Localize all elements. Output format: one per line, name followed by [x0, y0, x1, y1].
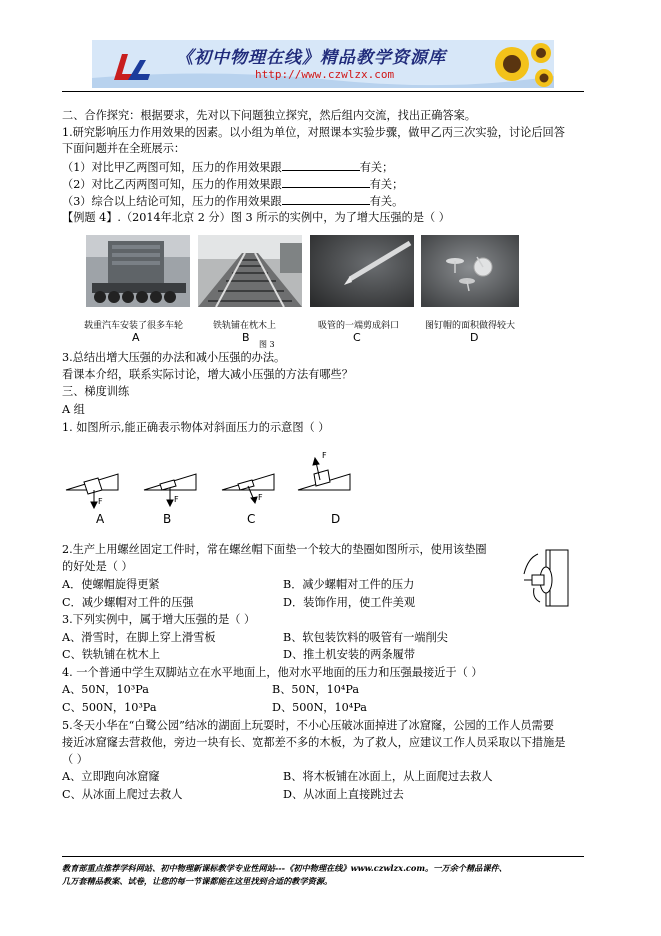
section3-heading: 三、梯度训练	[62, 385, 130, 398]
section2-heading: 二、合作探究：根据要求，先对以下问题独立探究，然后组内交流，找出正确答案。	[62, 109, 476, 122]
t3-option-a: A、滑雪时，在脚上穿上滑雪板	[62, 631, 216, 644]
header-rule	[62, 91, 584, 92]
t5-option-c: C、从冰面上爬过去救人	[62, 788, 183, 801]
t4-option-d: D、500N，10⁴Pa	[272, 701, 367, 714]
figure-letter-c: C	[353, 331, 361, 344]
figure-letter-a: A	[132, 331, 140, 344]
banner-url[interactable]: http://www.czwlzx.com	[255, 68, 395, 81]
force-label-b: F	[174, 495, 179, 504]
t2-line1: 2.生产上用螺丝固定工件时，常在螺丝帽下面垫一个较大的垫圈如图所示，使用该垫圈	[62, 543, 487, 556]
caption-b: 铁轨铺在枕木上	[213, 321, 277, 331]
q1-c-suffix: 有关。	[369, 195, 404, 208]
force-label-d: F	[322, 451, 327, 460]
caption-a: 载重汽车安装了很多车轮	[84, 321, 184, 331]
photo-pushpins	[421, 235, 519, 307]
q1-b-suffix: 有关；	[369, 178, 404, 191]
t2-option-c: C．减少螺帽对工件的压强	[62, 596, 194, 609]
q1-line2: 下面问题并在全班展示：	[62, 142, 186, 155]
photo-straw	[310, 235, 414, 307]
t3-option-d: D、推土机安装的两条履带	[283, 648, 416, 661]
q1-a	[62, 159, 393, 175]
q1-line1: 1.研究影响压力作用效果的因素。以小组为单位，对照课本实验步骤，做甲乙丙三次实验，讨论后回答	[62, 126, 565, 139]
footer-line2: 几万套精品教案、试卷，让您的每一节课都能在这里找到合适的教学资源。	[62, 876, 333, 886]
t2-option-b: B．减少螺帽对工件的压力	[283, 578, 415, 591]
footer-line1: 教育部重点推荐学科网站、初中物理新课标教学专业性网站---《初中物理在线》www.czwlzx.com。一万余个精品课件、	[62, 863, 507, 873]
t5-line1: 5.冬天小华在“白鹭公园”结冰的湖面上玩耍时，不小心压破冰面掉进了冰窟窿，公园的工作人员需要	[62, 719, 554, 732]
group-a: A 组	[62, 403, 85, 416]
t3-option-c: C、铁轨铺在枕木上	[62, 648, 161, 661]
washer-diagram	[520, 548, 572, 608]
figure-label: 图 3	[259, 340, 275, 349]
t1-option-b: B	[163, 512, 172, 526]
t1-option-c: C	[247, 512, 256, 526]
t5-line2: 接近冰窟窿去营救他，旁边一块有长、宽都差不多的木板，为了救人，应建议工作人员采取以下措施是	[62, 736, 566, 749]
t4-option-c: C、500N，10³Pa	[62, 701, 157, 714]
t3-option-b: B、软包装饮料的吸管有一端削尖	[283, 631, 448, 644]
t5-option-d: D、从冰面上直接跳过去	[283, 788, 404, 801]
force-label-c: F	[258, 493, 263, 502]
incline-diagrams	[62, 446, 362, 510]
q1-c-blank[interactable]	[282, 193, 370, 205]
q1-b-text: （2）对比乙丙两图可知，压力的作用效果跟	[62, 178, 282, 191]
t4-option-b: B、50N，10⁴Pa	[272, 683, 360, 696]
caption-c: 吸管的一端剪成斜口	[318, 321, 400, 331]
t4-question: 4. 一个普通中学生双脚站立在水平地面上，他对水平地面的压力和压强最接近于（ ）	[62, 666, 483, 679]
t5-option-b: B、将木板铺在冰面上，从上面爬过去救人	[283, 770, 493, 783]
q1-c	[62, 193, 403, 209]
t4-option-a: A、50N，10³Pa	[62, 683, 149, 696]
t2-line2: 的好处是（ ）	[62, 560, 133, 573]
figure-letter-d: D	[470, 331, 479, 344]
caption-d: 图钉帽的面积做得较大	[425, 321, 516, 331]
q1-b	[62, 176, 403, 192]
banner-title: 《初中物理在线》精品教学资源库	[176, 48, 446, 68]
q1-c-text: （3）综合以上结论可知，压力的作用效果跟	[62, 195, 282, 208]
footer-rule	[62, 856, 584, 857]
photo-truck	[86, 235, 190, 307]
q3-line2: 看课本介绍，联系实际讨论，增大减小压强的方法有哪些？	[62, 368, 353, 381]
t5-option-a: A、立即跑向冰窟窿	[62, 770, 160, 783]
header-banner	[92, 40, 554, 88]
q1-b-blank[interactable]	[282, 176, 370, 188]
q3-line1: 3.总结出增大压强的办法和减小压强的办法。	[62, 351, 286, 364]
figure-letter-b: B	[242, 331, 250, 344]
t1-question: 1. 如图所示,能正确表示物体对斜面压力的示意图（ ）	[62, 421, 330, 434]
q1-a-text: （1）对比甲乙两图可知，压力的作用效果跟	[62, 161, 282, 174]
example-4: 【例题 4】.（2014年北京 2 分）图 3 所示的实例中，为了增大压强的是（ ）	[62, 211, 450, 224]
t5-line3: （ ）	[62, 753, 88, 766]
t3-question: 3.下列实例中，属于增大压强的是（ ）	[62, 613, 256, 626]
force-label-a: F	[98, 497, 103, 506]
t1-option-d: D	[331, 512, 341, 526]
q1-a-blank[interactable]	[282, 159, 360, 171]
photo-railway	[198, 235, 302, 307]
t2-option-d: D．装饰作用，使工件美观	[283, 596, 416, 609]
q1-a-suffix: 有关；	[359, 161, 394, 174]
footer	[62, 862, 592, 888]
t1-option-a: A	[96, 512, 105, 526]
t2-option-a: A．使螺帽旋得更紧	[62, 578, 160, 591]
